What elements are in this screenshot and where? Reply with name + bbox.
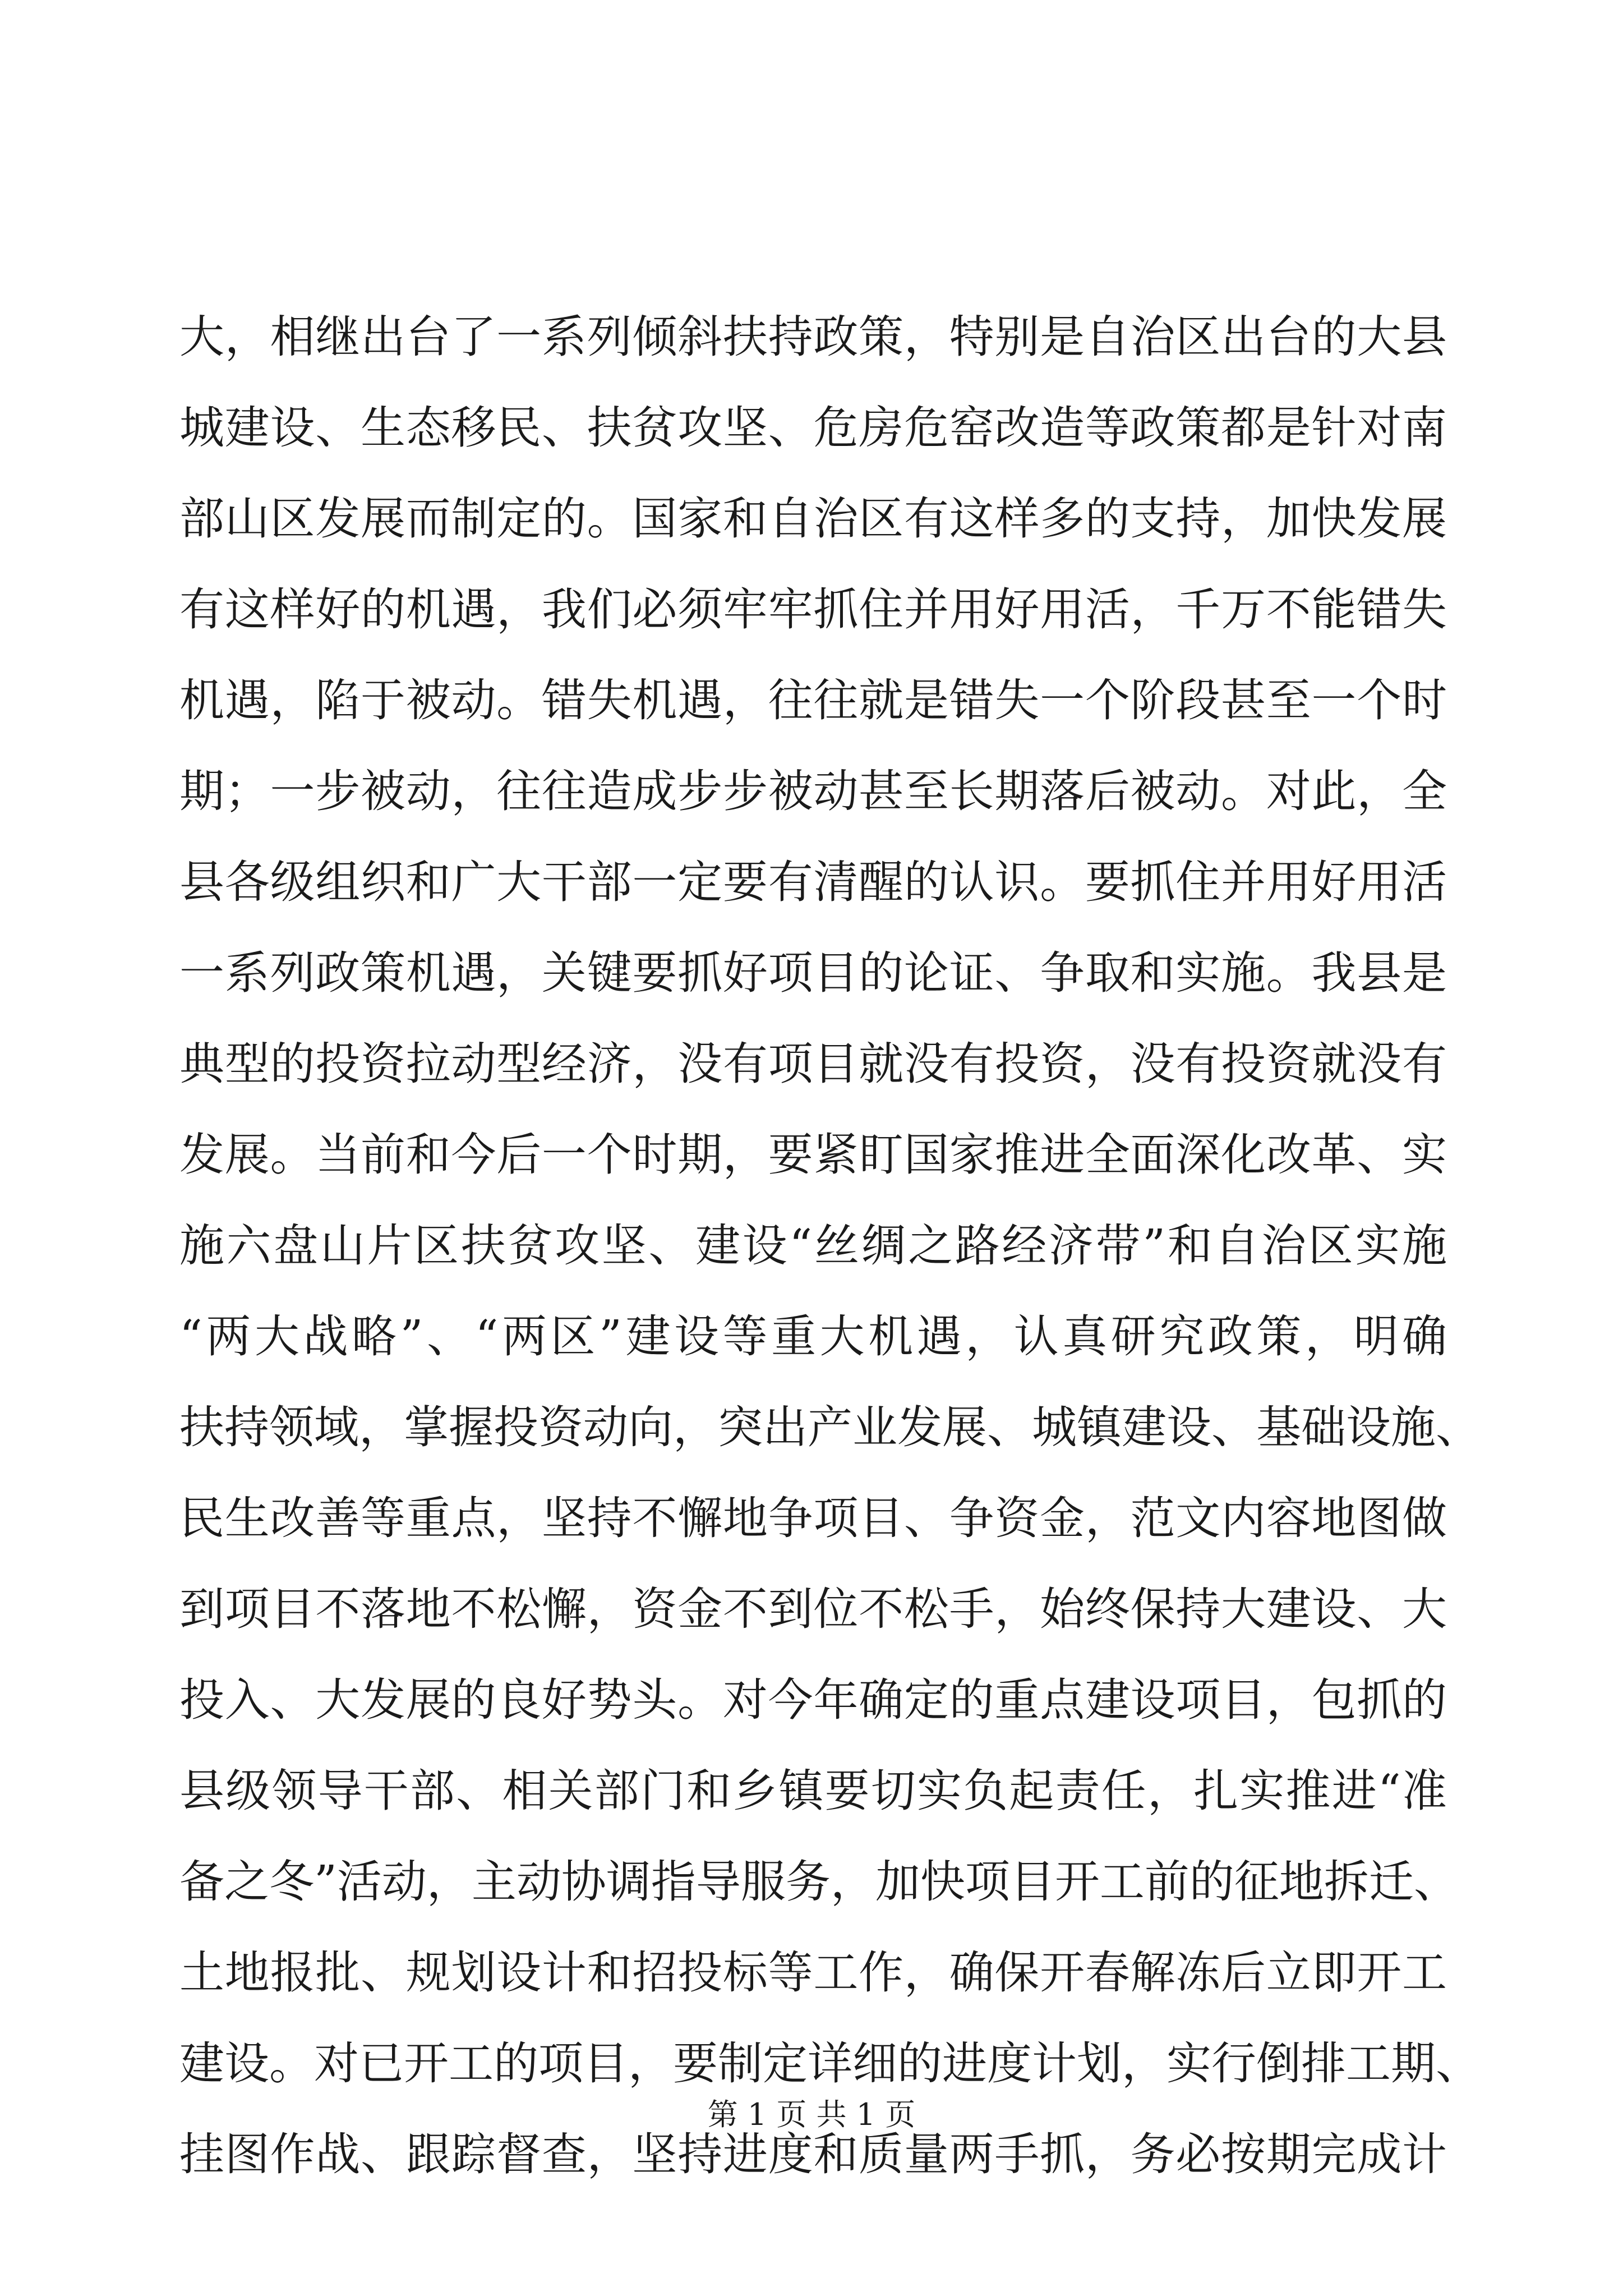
text-line: 部山区发展而制定的。国家和自治区有这样多的支持，加快发展 bbox=[179, 493, 1447, 545]
text-line: 典型的投资拉动型经济，没有项目就没有投资，没有投资就没有 bbox=[179, 1038, 1447, 1090]
text-line: 挂图作战、跟踪督查，坚持进度和质量两手抓，务必按期完成计 bbox=[179, 2128, 1447, 2180]
text-line: 一系列政策机遇，关键要抓好项目的论证、争取和实施。我县是 bbox=[179, 947, 1447, 999]
text-line: 县级领导干部、相关部门和乡镇要切实负起责任，扎实推进“准 bbox=[179, 1765, 1447, 1817]
text-line: 城建设、生态移民、扶贫攻坚、危房危窑改造等政策都是针对南 bbox=[179, 402, 1447, 454]
text-line: 期；一步被动，往往造成步步被动甚至长期落后被动。对此，全 bbox=[179, 765, 1447, 817]
text-line: 施六盘山片区扶贫攻坚、建设“丝绸之路经济带”和自治区实施 bbox=[179, 1220, 1447, 1272]
page-footer: 第 1 页 共 1 页 bbox=[707, 2097, 916, 2132]
text-line: 有这样好的机遇，我们必须牢牢抓住并用好用活，千万不能错失 bbox=[179, 583, 1447, 636]
text-line: 建设。对已开工的项目，要制定详细的进度计划，实行倒排工期、 bbox=[179, 2037, 1481, 2090]
text-line: 备之冬”活动，主动协调指导服务，加快项目开工前的征地拆迁、 bbox=[179, 1856, 1459, 1908]
text-line: 大，相继出台了一系列倾斜扶持政策，特别是自治区出台的大县 bbox=[179, 311, 1447, 363]
text-line: 土地报批、规划设计和招投标等工作，确保开春解冻后立即开工 bbox=[179, 1947, 1447, 1999]
text-line: 民生改善等重点，坚持不懈地争项目、争资金，范文内容地图做 bbox=[179, 1492, 1447, 1544]
text-line: 扶持领域，掌握投资动向，突出产业发展、城镇建设、基础设施、 bbox=[179, 1401, 1481, 1453]
text-line: 投入、大发展的良好势头。对今年确定的重点建设项目，包抓的 bbox=[179, 1674, 1447, 1726]
text-line: 发展。当前和今后一个时期，要紧盯国家推进全面深化改革、实 bbox=[179, 1129, 1447, 1181]
text-line: 到项目不落地不松懈，资金不到位不松手，始终保持大建设、大 bbox=[179, 1583, 1447, 1635]
text-line: 机遇，陷于被动。错失机遇，往往就是错失一个阶段甚至一个时 bbox=[179, 674, 1447, 726]
text-line: 县各级组织和广大干部一定要有清醒的认识。要抓住并用好用活 bbox=[179, 856, 1447, 908]
text-line: “两大战略”、“两区”建设等重大机遇，认真研究政策，明确 bbox=[179, 1310, 1447, 1363]
body-text bbox=[179, 292, 1481, 2200]
